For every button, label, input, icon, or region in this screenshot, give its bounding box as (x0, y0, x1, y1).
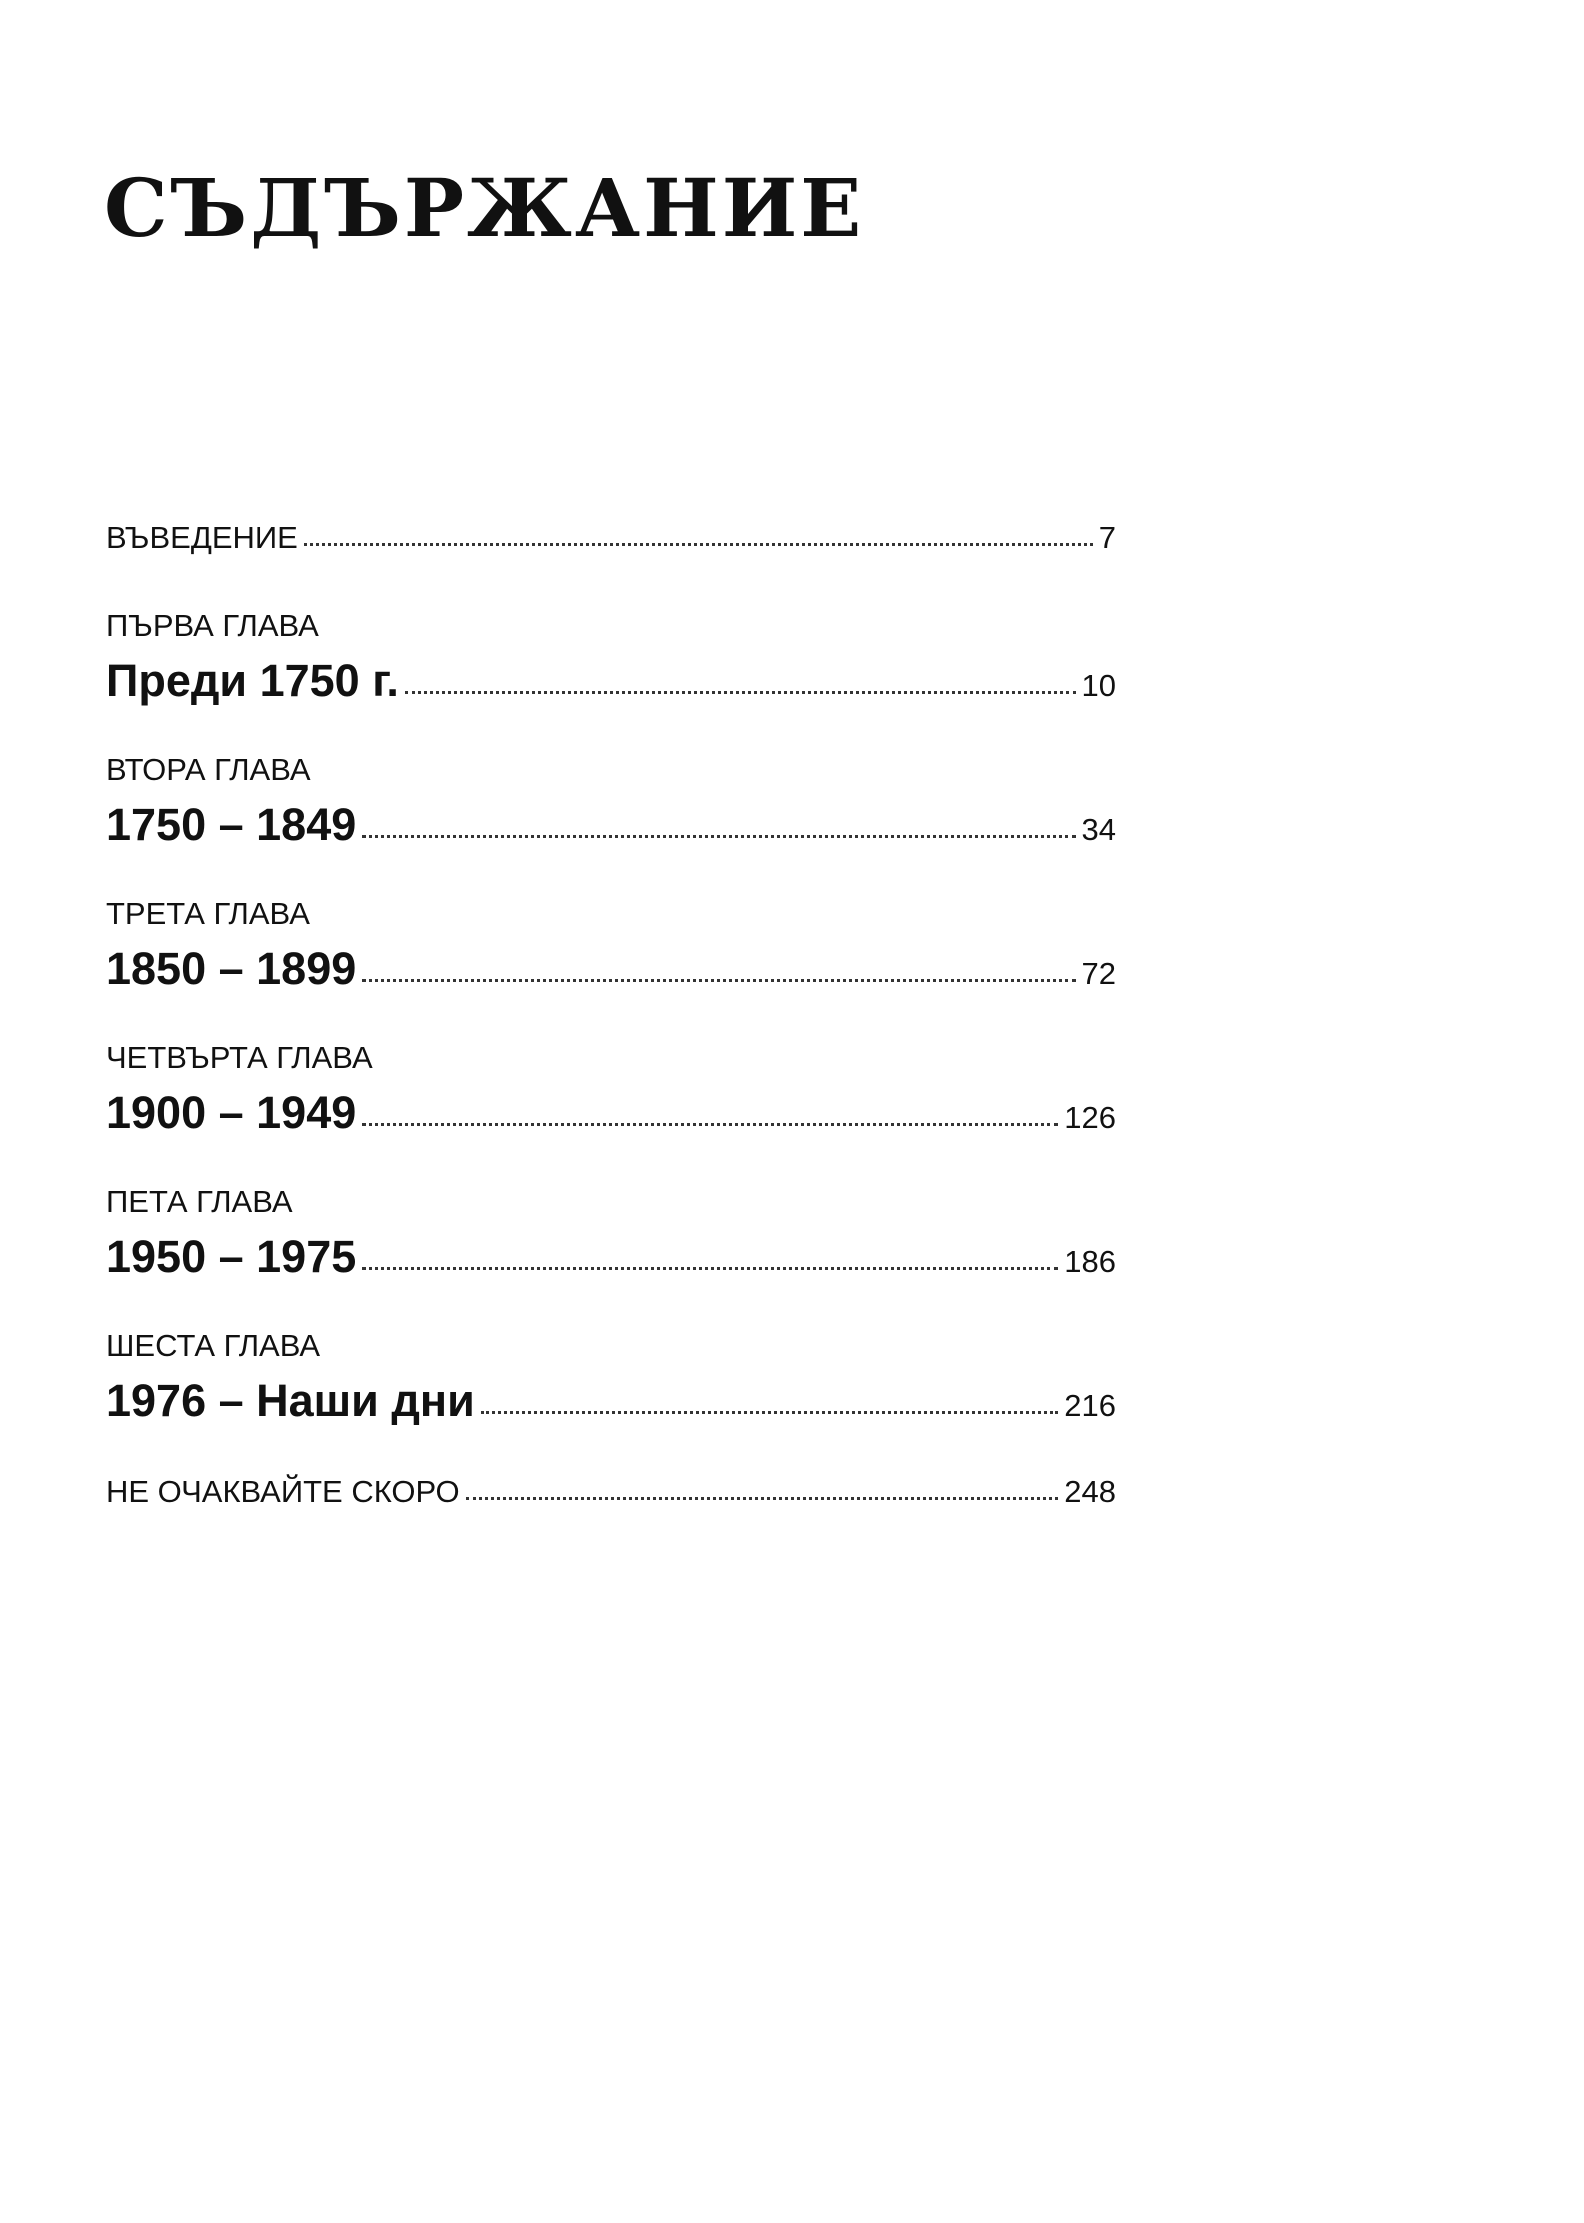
toc-entry-outro[interactable] (106, 1476, 1116, 1507)
dot-leader (362, 1123, 1058, 1126)
toc-page-number: 34 (1081, 812, 1116, 847)
toc-entry-chapter-5[interactable] (106, 1231, 1116, 1282)
dot-leader (362, 1267, 1058, 1270)
dot-leader (481, 1411, 1059, 1414)
toc-page-number: 7 (1098, 520, 1116, 555)
toc-page-number: 126 (1064, 1100, 1116, 1135)
chapter-title: 1976 – Наши дни (106, 1375, 475, 1426)
chapter-label: ТРЕТА ГЛАВА (106, 896, 310, 931)
page-title: СЪДЪРЖАНИЕ (104, 161, 865, 255)
toc-entry-introduction[interactable] (106, 522, 1116, 553)
chapter-title: 1850 – 1899 (106, 943, 357, 994)
chapter-title: 1950 – 1975 (106, 1231, 357, 1282)
toc-entry-chapter-6[interactable] (106, 1375, 1116, 1426)
toc-entry-title: ВЪВЕДЕНИЕ (106, 520, 298, 555)
chapter-label: ПЕТА ГЛАВА (106, 1184, 293, 1219)
chapter-title: 1750 – 1849 (106, 799, 357, 850)
dot-leader (304, 543, 1093, 546)
chapter-label: ШЕСТА ГЛАВА (106, 1328, 321, 1363)
toc-page-number: 248 (1064, 1474, 1116, 1509)
dot-leader (362, 979, 1075, 982)
chapter-title: 1900 – 1949 (106, 1087, 357, 1138)
chapter-title: Преди 1750 г. (106, 655, 399, 706)
chapter-label: ПЪРВА ГЛАВА (106, 608, 319, 643)
toc-page-number: 10 (1081, 668, 1116, 703)
toc-entry-chapter-3[interactable] (106, 943, 1116, 994)
toc-page-number: 216 (1064, 1388, 1116, 1423)
toc-entry-chapter-1[interactable] (106, 655, 1116, 706)
dot-leader (466, 1497, 1059, 1500)
toc-entry-chapter-4[interactable] (106, 1087, 1116, 1138)
chapter-label: ВТОРА ГЛАВА (106, 752, 311, 787)
dot-leader (362, 835, 1075, 838)
dot-leader (405, 691, 1076, 694)
chapter-label: ЧЕТВЪРТА ГЛАВА (106, 1040, 373, 1075)
toc-entry-chapter-2[interactable] (106, 799, 1116, 850)
toc-page-number: 72 (1081, 956, 1116, 991)
toc-entry-title: НЕ ОЧАКВАЙТЕ СКОРО (106, 1474, 460, 1509)
toc-page-number: 186 (1064, 1244, 1116, 1279)
